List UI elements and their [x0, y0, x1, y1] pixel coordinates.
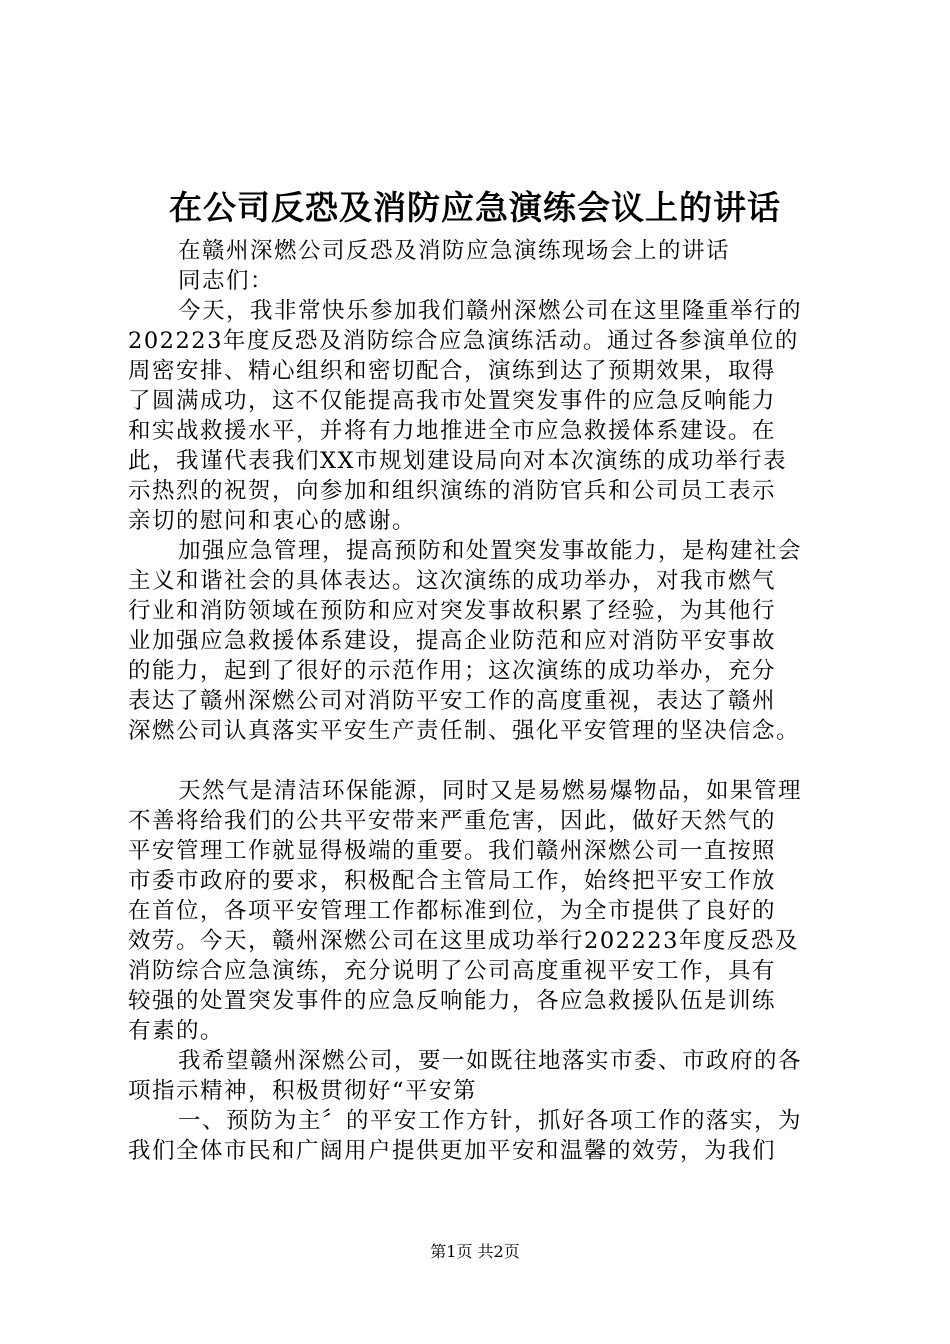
text-line: 天然气是清洁环保能源，同时又是易燃易爆物品，如果管理: [178, 778, 803, 804]
text-line: 效劳。今天，赣州深燃公司在这里成功举行202223年度反恐及: [128, 928, 799, 954]
text-line: 在赣州深燃公司反恐及消防应急演练现场会上的讲话: [178, 238, 731, 264]
text-line: 加强应急管理，提高预防和处置突发事故能力，是构建社会: [178, 538, 803, 564]
text-line: 和实战救援水平，并将有力地推进全市应急救援体系建设。在: [128, 418, 777, 444]
text-line: 202223年度反恐及消防综合应急演练活动。通过各参演单位的: [128, 328, 799, 354]
text-line: 业加强应急救援体系建设，提高企业防范和应对消防平安事故: [128, 628, 777, 654]
document-title: 在公司反恐及消防应急演练会议上的讲话: [169, 188, 781, 227]
blank-line: [128, 746, 828, 776]
text-line: 一、预防为主〞的平安工作方针，抓好各项工作的落实，为: [178, 1108, 803, 1134]
text-line: 周密安排、精心组织和密切配合，演练到达了预期效果，取得: [128, 358, 777, 384]
text-line: 市委市政府的要求，积极配合主管局工作，始终把平安工作放: [128, 868, 777, 894]
document-body: [128, 236, 828, 1166]
text-line: 行业和消防领域在预防和应对突发事故积累了经验，为其他行: [128, 598, 777, 624]
text-line: 消防综合应急演练，充分说明了公司高度重视平安工作，具有: [128, 958, 777, 984]
text-line: 不善将给我们的公共平安带来严重危害，因此，做好天然气的: [128, 808, 777, 834]
text-line: 同志们：: [178, 268, 275, 294]
text-line: 平安管理工作就显得极端的重要。我们赣州深燃公司一直按照: [128, 838, 777, 864]
text-line: 示热烈的祝贺，向参加和组织演练的消防官兵和公司员工表示: [128, 478, 777, 504]
text-line: 此，我谨代表我们XX市规划建设局向对本次演练的成功举行表: [128, 448, 788, 474]
text-line: 了圆满成功，这不仅能提高我市处置突发事件的应急反响能力: [128, 388, 777, 414]
page-footer: 第1页 共2页: [430, 1242, 520, 1261]
text-line: 表达了赣州深燃公司对消防平安工作的高度重视，表达了赣州: [128, 688, 777, 714]
text-line: 在首位，各项平安管理工作都标准到位，为全市提供了良好的: [128, 898, 777, 924]
text-line: 亲切的慰问和衷心的感谢。: [128, 508, 417, 534]
text-line: 有素的。: [128, 1018, 225, 1044]
text-line: 深燃公司认真落实平安生产责任制、强化平安管理的坚决信念。: [128, 718, 801, 744]
text-line: 今天，我非常快乐参加我们赣州深燃公司在这里隆重举行的: [178, 298, 803, 324]
text-line: 的能力，起到了很好的示范作用；这次演练的成功举办，充分: [128, 658, 777, 684]
text-line: 我们全体市民和广阔用户提供更加平安和温馨的效劳，为我们: [128, 1138, 777, 1164]
text-line: 我希望赣州深燃公司，要一如既往地落实市委、市政府的各: [178, 1048, 803, 1074]
text-line: 项指示精神，积极贯彻好“平安第: [128, 1078, 478, 1104]
text-line: 主义和谐社会的具体表达。这次演练的成功举办，对我市燃气: [128, 568, 777, 594]
text-line: 较强的处置突发事件的应急反响能力，各应急救援队伍是训练: [128, 988, 777, 1014]
